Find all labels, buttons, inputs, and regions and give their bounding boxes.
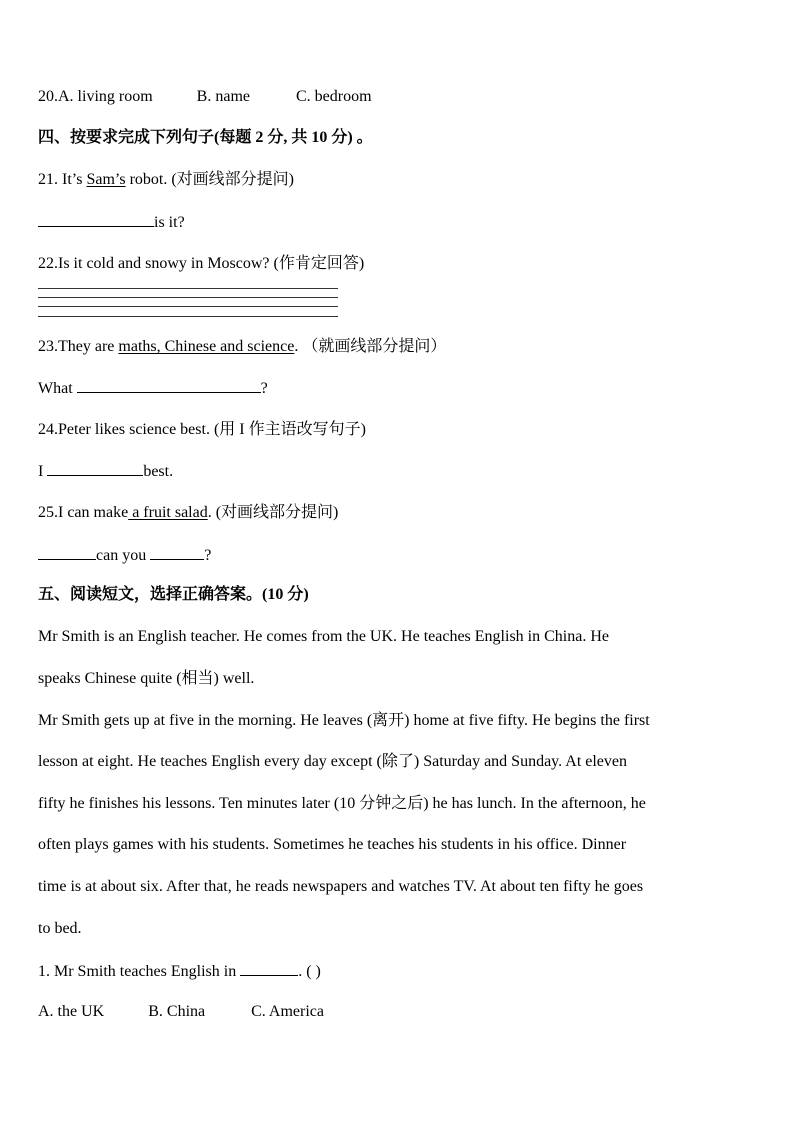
passage-line: Mr Smith gets up at five in the morning. He leaves (离开) home at five fifty. He begins the first (38, 712, 650, 729)
reading-question-1-options (38, 1002, 324, 1022)
question-23: 23.They are maths, Chinese and science. （就画线部分提问） (38, 338, 447, 355)
question-20 (38, 87, 372, 107)
option-a[interactable]: A. the UK (38, 1003, 105, 1020)
answer-blank[interactable] (150, 545, 204, 560)
option-b[interactable]: B. China (148, 1003, 206, 1020)
answer-blank[interactable] (38, 212, 154, 227)
underlined-part: a fruit salad (128, 504, 208, 521)
question-25: 25.I can make a fruit salad. (对画线部分提问) (38, 504, 339, 521)
passage-line: speaks Chinese quite (相当) well. (38, 670, 255, 687)
passage-line: to bed. (38, 920, 82, 937)
answer-blank[interactable] (47, 461, 143, 476)
question-25-answer: can you ? (38, 545, 211, 566)
passage-line: Mr Smith is an English teacher. He comes from the UK. He teaches English in China. He (38, 628, 609, 645)
question-24-answer: I best. (38, 463, 174, 480)
option-a: A. living room (58, 88, 153, 105)
passage-line: lesson at eight. He teaches English every day except (除了) Saturday and Sunday. At eleven (38, 753, 628, 770)
question-number: 20. (38, 88, 58, 105)
passage-line: time is at about six. After that, he reads newspapers and watches TV. At about ten fifty he goes (38, 878, 644, 895)
answer-blank[interactable] (240, 961, 298, 976)
answer-blank[interactable] (38, 545, 96, 560)
answer-line[interactable] (38, 288, 338, 289)
answer-line[interactable] (38, 297, 338, 298)
question-24: 24.Peter likes science best. (用 I 作主语改写句子) (38, 421, 366, 438)
option-b: B. name (196, 88, 250, 105)
underlined-part: maths, Chinese and science (118, 338, 295, 355)
reading-question-1: 1. Mr Smith teaches English in . ( ) (38, 963, 321, 980)
option-c: C. bedroom (296, 88, 372, 105)
answer-line[interactable] (38, 306, 338, 307)
question-23-answer: What ? (38, 380, 268, 397)
question-22: 22.Is it cold and snowy in Moscow? (作肯定回答) (38, 255, 365, 272)
answer-blank[interactable] (77, 378, 261, 393)
section-4-title: 四、按要求完成下列句子(每题 2 分, 共 10 分) 。 (38, 129, 373, 146)
question-21-answer: is it? (38, 212, 185, 233)
option-c[interactable]: C. America (251, 1003, 324, 1020)
section-5-title: 五、阅读短文，选择正确答案。(10 分) (38, 586, 309, 603)
passage-line: often plays games with his students. Sometimes he teaches his students in his office. Dinner (38, 836, 627, 853)
answer-line[interactable] (38, 316, 338, 317)
passage-line: fifty he finishes his lessons. Ten minutes later (10 分钟之后) he has lunch. In the afternoon, he (38, 795, 646, 812)
question-21: 21. It’s Sam’s robot. (对画线部分提问) (38, 171, 295, 188)
underlined-part: Sam’s (86, 171, 126, 188)
